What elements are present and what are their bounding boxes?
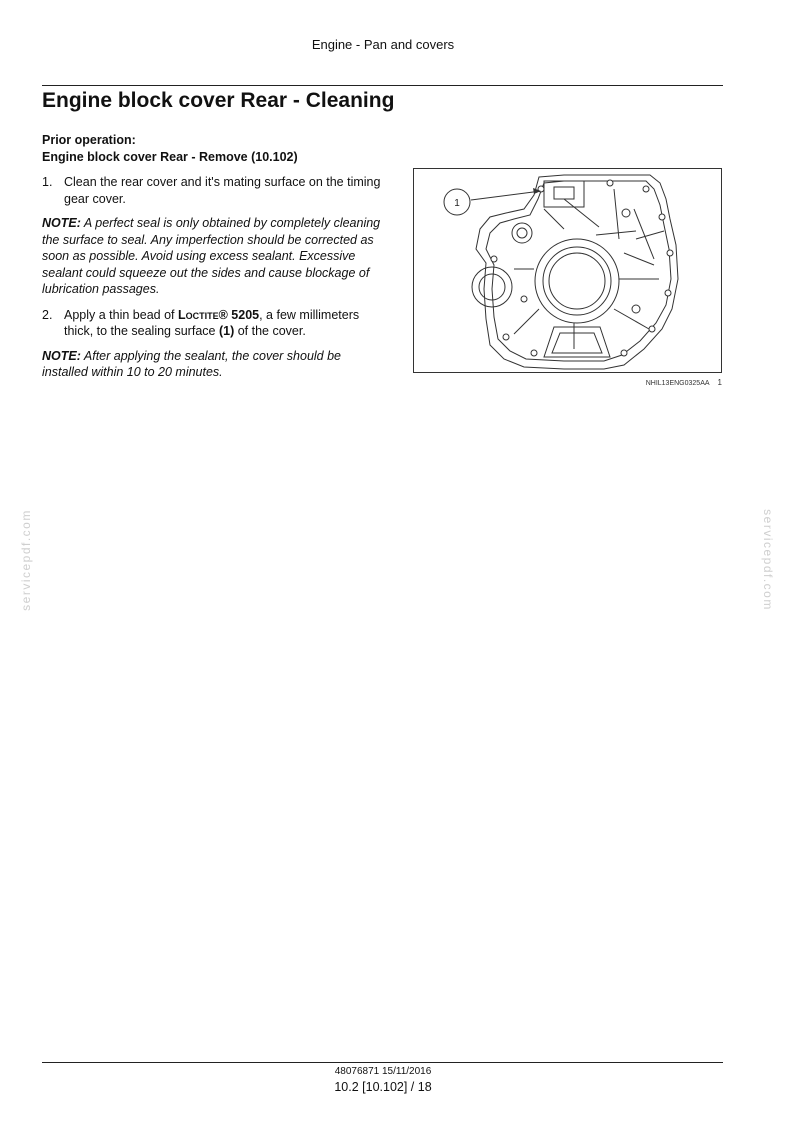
rib (564, 199, 599, 227)
product-name: Loctite® 5205 (177, 307, 260, 322)
header-rule (42, 85, 723, 86)
running-header: Engine - Pan and covers (311, 37, 455, 52)
note-text: A perfect seal is only obtained by completely cleaning the surface to seal. Any imperfection should be corrected as soon as possible. Avoid using excess sealant. Excessive sealant could squeeze out the sides and cause blockage of lubrication passages. (42, 216, 381, 296)
callout-reference: (1) (218, 324, 235, 338)
step-number: 1. (42, 175, 53, 189)
watermark-left: servicepdf.com (19, 509, 33, 611)
bolt-hole (649, 326, 655, 332)
footer-doc-info: 48076871 15/11/2016 (334, 1066, 432, 1077)
note-label: NOTE: (42, 348, 81, 363)
step-text-part: of the cover. (234, 324, 306, 338)
step-text-part: Apply a thin bead of (64, 307, 178, 322)
rib (614, 189, 619, 239)
figure-number: 1 (717, 378, 722, 387)
prior-operation-label: Prior operation: (42, 133, 136, 147)
step-1 (42, 174, 382, 207)
bolt-hole (531, 350, 537, 356)
note-label: NOTE: (42, 216, 81, 230)
prior-operation (42, 132, 298, 166)
procedure-body (42, 174, 382, 390)
bolt-hole (503, 334, 509, 340)
step-text (64, 307, 382, 340)
rib (614, 309, 649, 329)
rib (596, 231, 636, 235)
figure-code: NHIL13ENG0325AA (645, 380, 710, 387)
footer-page-number: 10.2 [10.102] / 18 (334, 1080, 432, 1094)
rib (544, 209, 564, 229)
bolt-hole (667, 250, 673, 256)
lower-pocket-inner (552, 333, 602, 353)
figure-caption (413, 378, 722, 387)
top-plate (544, 181, 584, 207)
note-1 (42, 215, 382, 298)
bolt-hole (521, 296, 527, 302)
main-bore-core (549, 253, 605, 309)
boss-hole (517, 228, 527, 238)
main-bore-outer (535, 239, 619, 323)
bolt-hole (607, 180, 613, 186)
bolt-hole (659, 214, 665, 220)
top-plate-slot (554, 187, 574, 199)
bolt-hole (632, 305, 640, 313)
prior-operation-link[interactable]: Engine block cover Rear - Remove (10.102) (42, 150, 298, 164)
step-text-part: , a few millimeters thick, to the sealing surface (64, 307, 360, 338)
callout-label: 1 (454, 198, 460, 209)
bolt-hole (622, 209, 630, 217)
bolt-hole (643, 186, 649, 192)
boss (512, 223, 532, 243)
rib (514, 309, 539, 334)
main-bore-inner (543, 247, 611, 315)
callout-leader (471, 191, 541, 200)
note-2 (42, 348, 382, 381)
page-title: Engine block cover Rear - Cleaning (42, 89, 395, 112)
rib (636, 231, 664, 239)
engine-cover-drawing (414, 169, 721, 372)
footer-rule (42, 1062, 723, 1063)
rib (634, 209, 654, 259)
cover-inner-outline (486, 181, 671, 361)
bolt-hole (491, 256, 497, 262)
rib (624, 253, 654, 265)
bolt-hole (621, 350, 627, 356)
figure-engine-cover (413, 168, 722, 373)
step-number: 2. (42, 307, 53, 322)
note-text: After applying the sealant, the cover should be installed within 10 to 20 minutes. (42, 348, 342, 379)
bolt-hole (665, 290, 671, 296)
step-text: Clean the rear cover and it's mating surface on the timing gear cover. (64, 175, 381, 206)
step-2 (42, 307, 382, 340)
watermark-right: servicepdf.com (761, 509, 775, 611)
